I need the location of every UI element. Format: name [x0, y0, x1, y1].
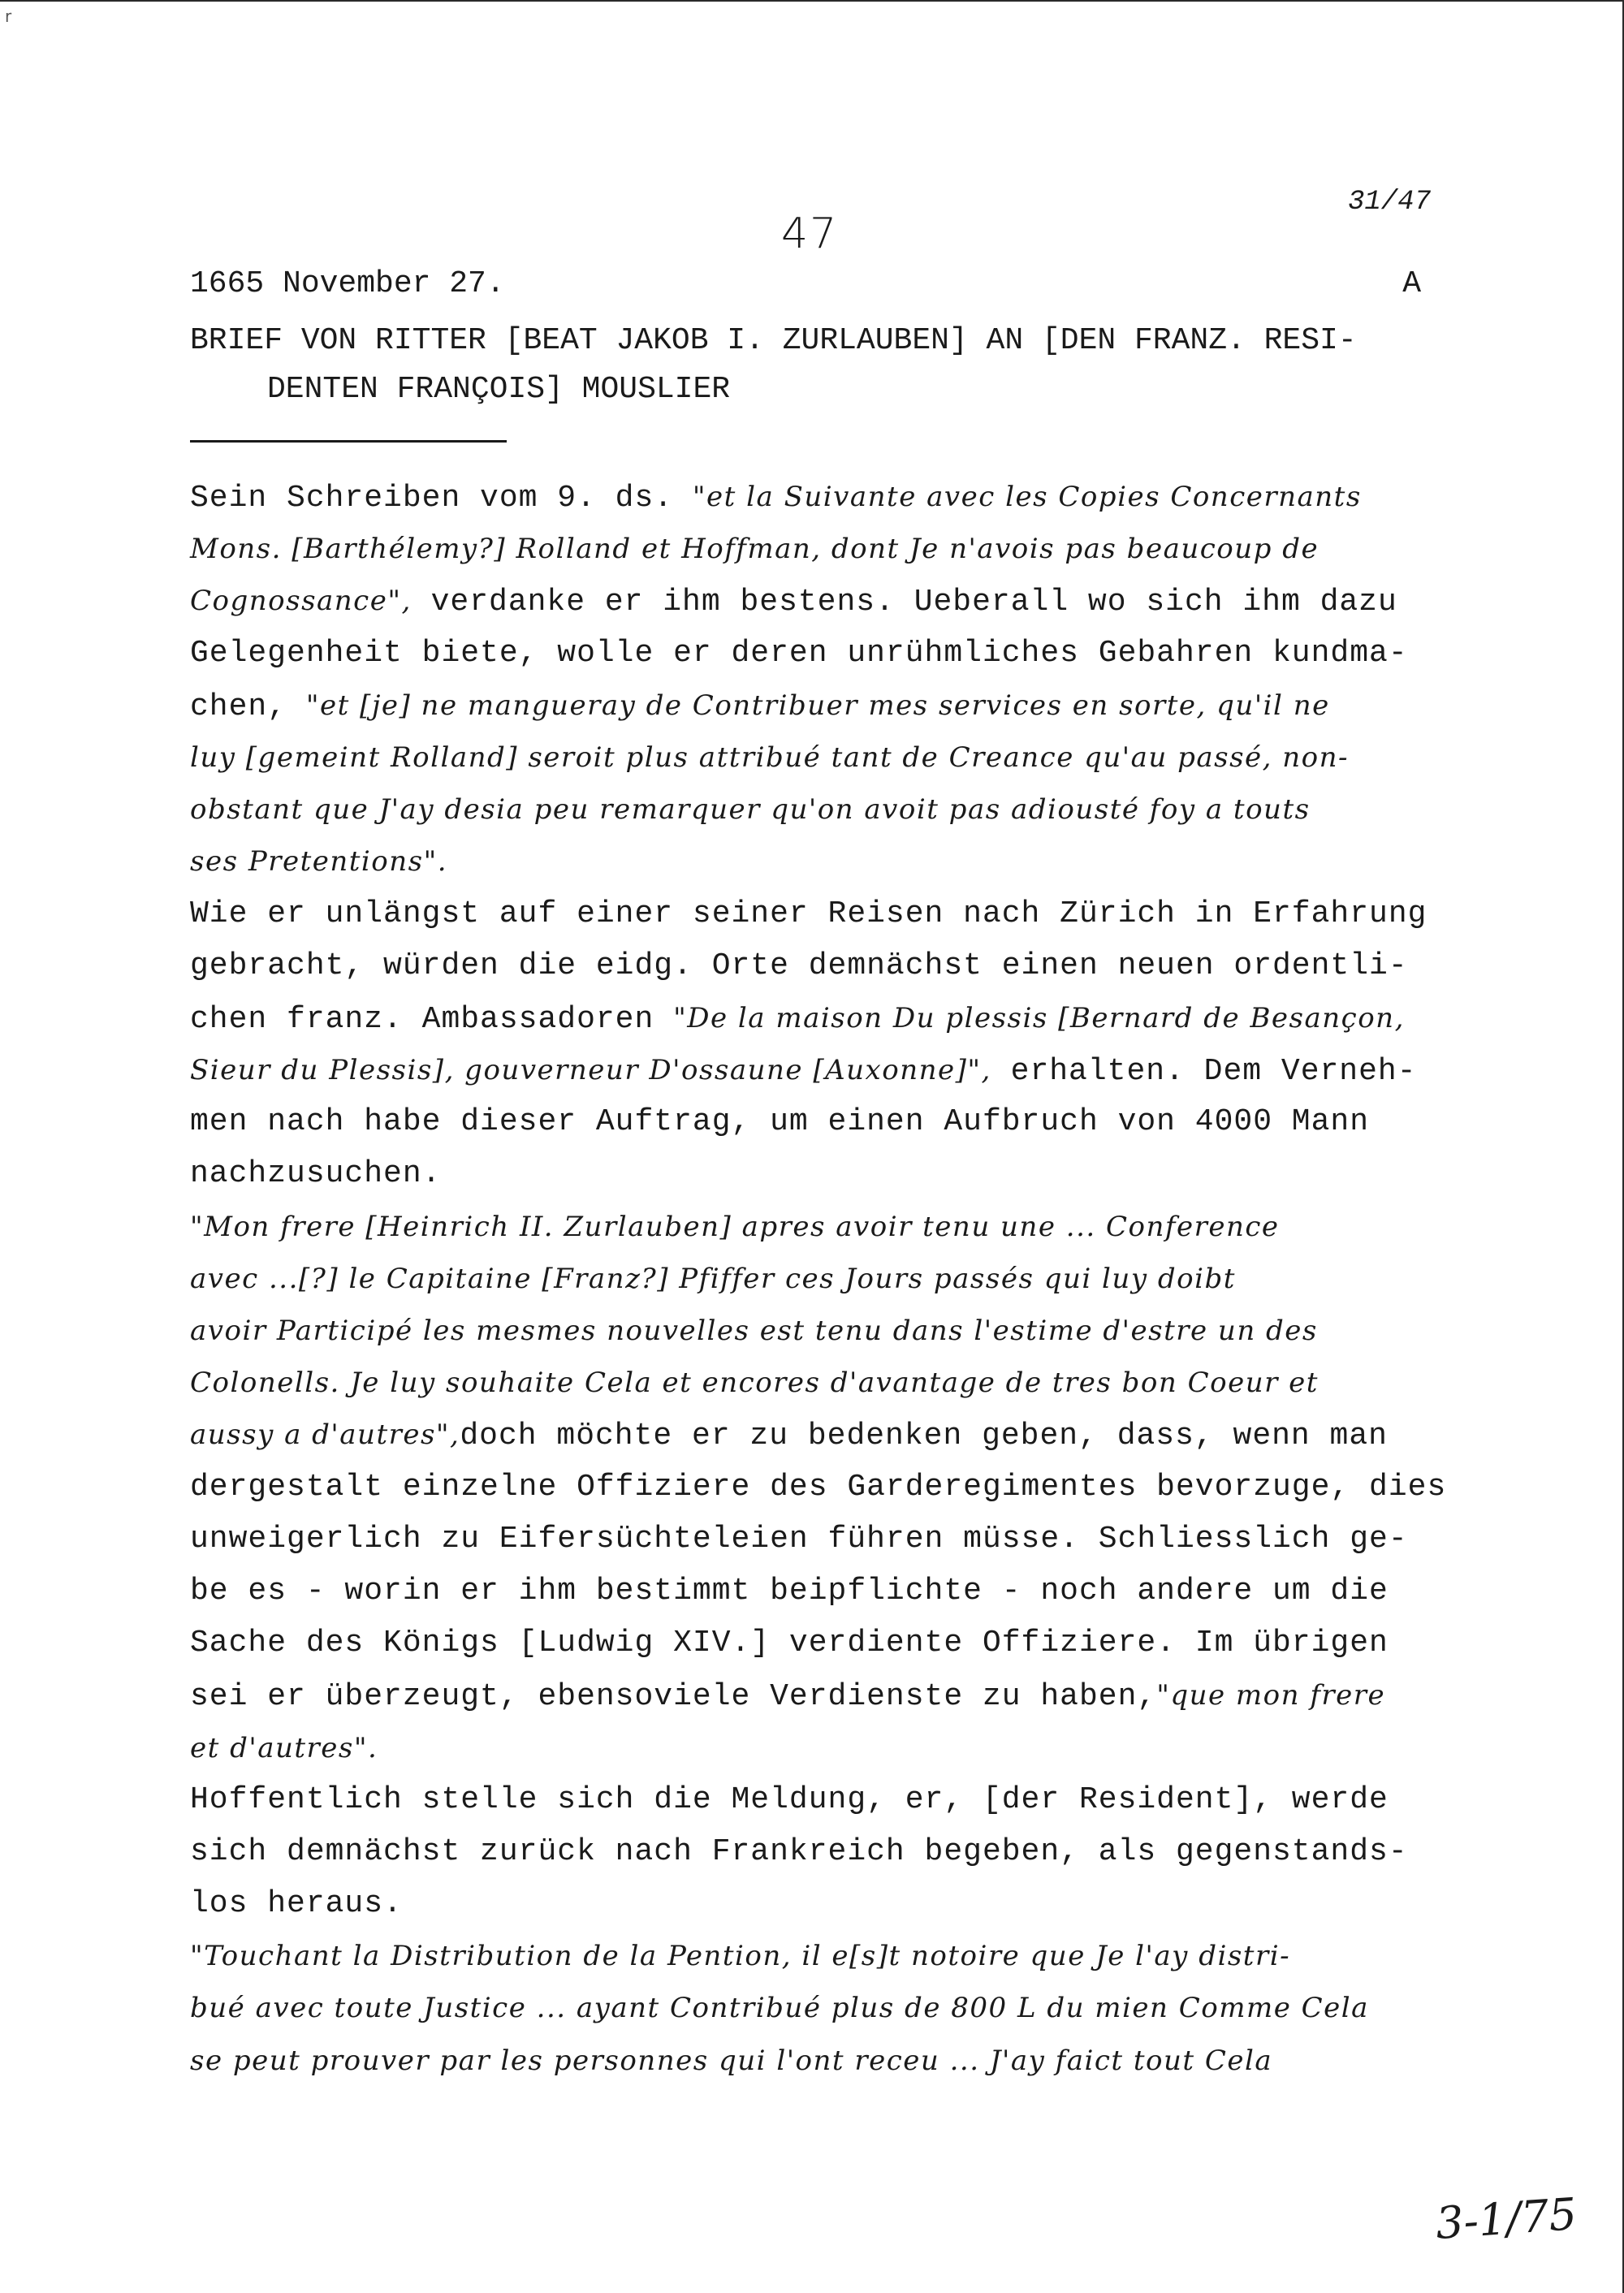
summary-text: sei er überzeugt, ebensoviele Verdienste zu haben, — [190, 1679, 1157, 1715]
summary-text: Sache des Königs [Ludwig XIV.] verdiente Offiziere. Im übrigen — [190, 1626, 1389, 1661]
text-line — [190, 471, 1469, 523]
quoted-french-text: bué avec toute Justice ... ayant Contribué plus de 800 L du mien Comme Cela — [190, 1992, 1369, 2025]
quoted-french-text: et d'autres". — [190, 1731, 378, 1764]
quoted-french-text: luy [gemeint Rolland] seroit plus attribué tant de Creance qu'au passé, non- — [190, 741, 1350, 774]
page-reference: 31/47 — [1347, 187, 1431, 218]
summary-text: men nach habe dieser Auftrag, um einen Aufbruch von 4000 Mann — [190, 1104, 1370, 1140]
text-line — [190, 836, 1469, 887]
text-line — [190, 784, 1469, 836]
quoted-french-text: avec ...[?] le Capitaine [Franz?] Pfiffer ces Jours passés qui luy doibt — [190, 1262, 1236, 1295]
separator-rule — [190, 440, 507, 443]
summary-text: Hoffentlich stelle sich die Meldung, er, [der Resident], werde — [190, 1781, 1389, 1817]
quoted-french-text: avoir Participé les mesmes nouvelles est tenu dans l'estime d'estre un des — [190, 1315, 1318, 1347]
letter-label: A — [1402, 266, 1421, 301]
archive-number: 3-1/75 — [1434, 2188, 1579, 2249]
text-line — [190, 523, 1469, 575]
summary-text: sich demnächst zurück nach Frankreich begeben, als gegenstands- — [190, 1833, 1408, 1869]
text-line — [190, 1982, 1469, 2034]
text-line — [190, 1201, 1469, 1253]
text-line — [190, 575, 1469, 627]
text-line — [190, 1148, 1469, 1200]
text-line — [190, 1409, 1469, 1461]
text-line — [190, 888, 1469, 940]
text-line — [190, 1722, 1469, 1774]
summary-text: be es - worin er ihm bestimmt beipflichte - noch andere um die — [190, 1573, 1389, 1609]
text-line — [190, 1617, 1469, 1669]
summary-text: unweigerlich zu Eifersüchteleien führen müsse. Schliesslich ge- — [190, 1521, 1408, 1557]
quoted-french-text: "que mon frere — [1156, 1679, 1386, 1712]
text-line — [190, 2035, 1469, 2087]
text-line — [190, 1669, 1469, 1721]
text-line — [190, 940, 1469, 992]
summary-text: gebracht, würden die eidg. Orte demnächst einen neuen ordentli- — [190, 948, 1408, 983]
text-line — [190, 732, 1469, 784]
quoted-french-text: "Mon frere [Heinrich II. Zurlauben] apres avoir tenu une ... Conference — [190, 1210, 1280, 1243]
text-line — [190, 992, 1469, 1044]
text-line — [190, 1878, 1469, 1930]
text-line — [190, 1305, 1469, 1357]
title-line-1: BRIEF VON RITTER [BEAT JAKOB I. ZURLAUBEN] AN [DEN FRANZ. RESI- — [190, 323, 1357, 358]
title-line-2: DENTEN FRANÇOIS] MOUSLIER — [267, 372, 731, 407]
handwritten-document-number: 47 — [781, 209, 839, 258]
quoted-french-text: Cognossance", — [190, 585, 412, 618]
text-line — [190, 1357, 1469, 1409]
text-line — [190, 1462, 1469, 1514]
summary-text: los heraus. — [190, 1886, 403, 1922]
summary-text: chen, — [190, 689, 306, 724]
text-line — [190, 1826, 1469, 1878]
quoted-french-text: "et la Suivante avec les Copies Concernants — [692, 481, 1362, 513]
summary-text: chen franz. Ambassadoren — [190, 1001, 674, 1037]
quoted-french-text: Colonells. Je luy souhaite Cela et encores d'avantage de tres bon Coeur et — [190, 1367, 1319, 1400]
corner-mark: r — [5, 6, 12, 26]
summary-text: doch möchte er zu bedenken geben, dass, wenn man — [460, 1419, 1388, 1454]
summary-text: erhalten. Dem Verneh- — [991, 1054, 1417, 1090]
text-line — [190, 628, 1469, 680]
letter-title — [190, 317, 1457, 414]
text-line — [190, 1096, 1469, 1148]
text-line — [190, 1565, 1469, 1617]
letter-date: 1665 November 27. — [190, 266, 505, 301]
quoted-french-text: Mons. [Barthélemy?] Rolland et Hoffman, dont Je n'avois pas beaucoup de — [190, 533, 1320, 566]
summary-text: Sein Schreiben vom 9. ds. — [190, 481, 693, 516]
text-line — [190, 680, 1469, 732]
text-line — [190, 1044, 1469, 1096]
quoted-french-text: "Touchant la Distribution de la Pention, il e[s]t notoire que Je l'ay distri- — [190, 1940, 1291, 1973]
text-line — [190, 1253, 1469, 1305]
quoted-french-text: aussy a d'autres", — [190, 1419, 460, 1452]
summary-text: Gelegenheit biete, wolle er deren unrühmliches Gebahren kundma- — [190, 635, 1408, 671]
summary-text: Wie er unlängst auf einer seiner Reisen nach Zürich in Erfahrung — [190, 896, 1427, 931]
summary-text: verdanke er ihm bestens. Ueberall wo sich ihm dazu — [411, 585, 1397, 620]
quoted-french-text: Sieur du Plessis], gouverneur D'ossaune [Auxonne]", — [190, 1054, 991, 1087]
quoted-french-text: se peut prouver par les personnes qui l'ont receu ... J'ay faict tout Cela — [190, 2044, 1273, 2077]
letter-body — [190, 471, 1469, 2087]
quoted-french-text: "et [je] ne mangueray de Contribuer mes services en sorte, qu'il ne — [305, 689, 1330, 722]
quoted-french-text: "De la maison Du plessis [Bernard de Besançon, — [673, 1001, 1405, 1034]
date-line — [190, 266, 1421, 301]
quoted-french-text: ses Pretentions". — [190, 845, 448, 879]
text-line — [190, 1774, 1469, 1826]
summary-text: dergestalt einzelne Offiziere des Garderegimentes bevorzuge, dies — [190, 1469, 1447, 1505]
summary-text: nachzusuchen. — [190, 1156, 442, 1192]
quoted-french-text: obstant que J'ay desia peu remarquer qu'on avoit pas adiousté foy a touts — [190, 793, 1311, 827]
text-line — [190, 1514, 1469, 1565]
text-line — [190, 1930, 1469, 1982]
